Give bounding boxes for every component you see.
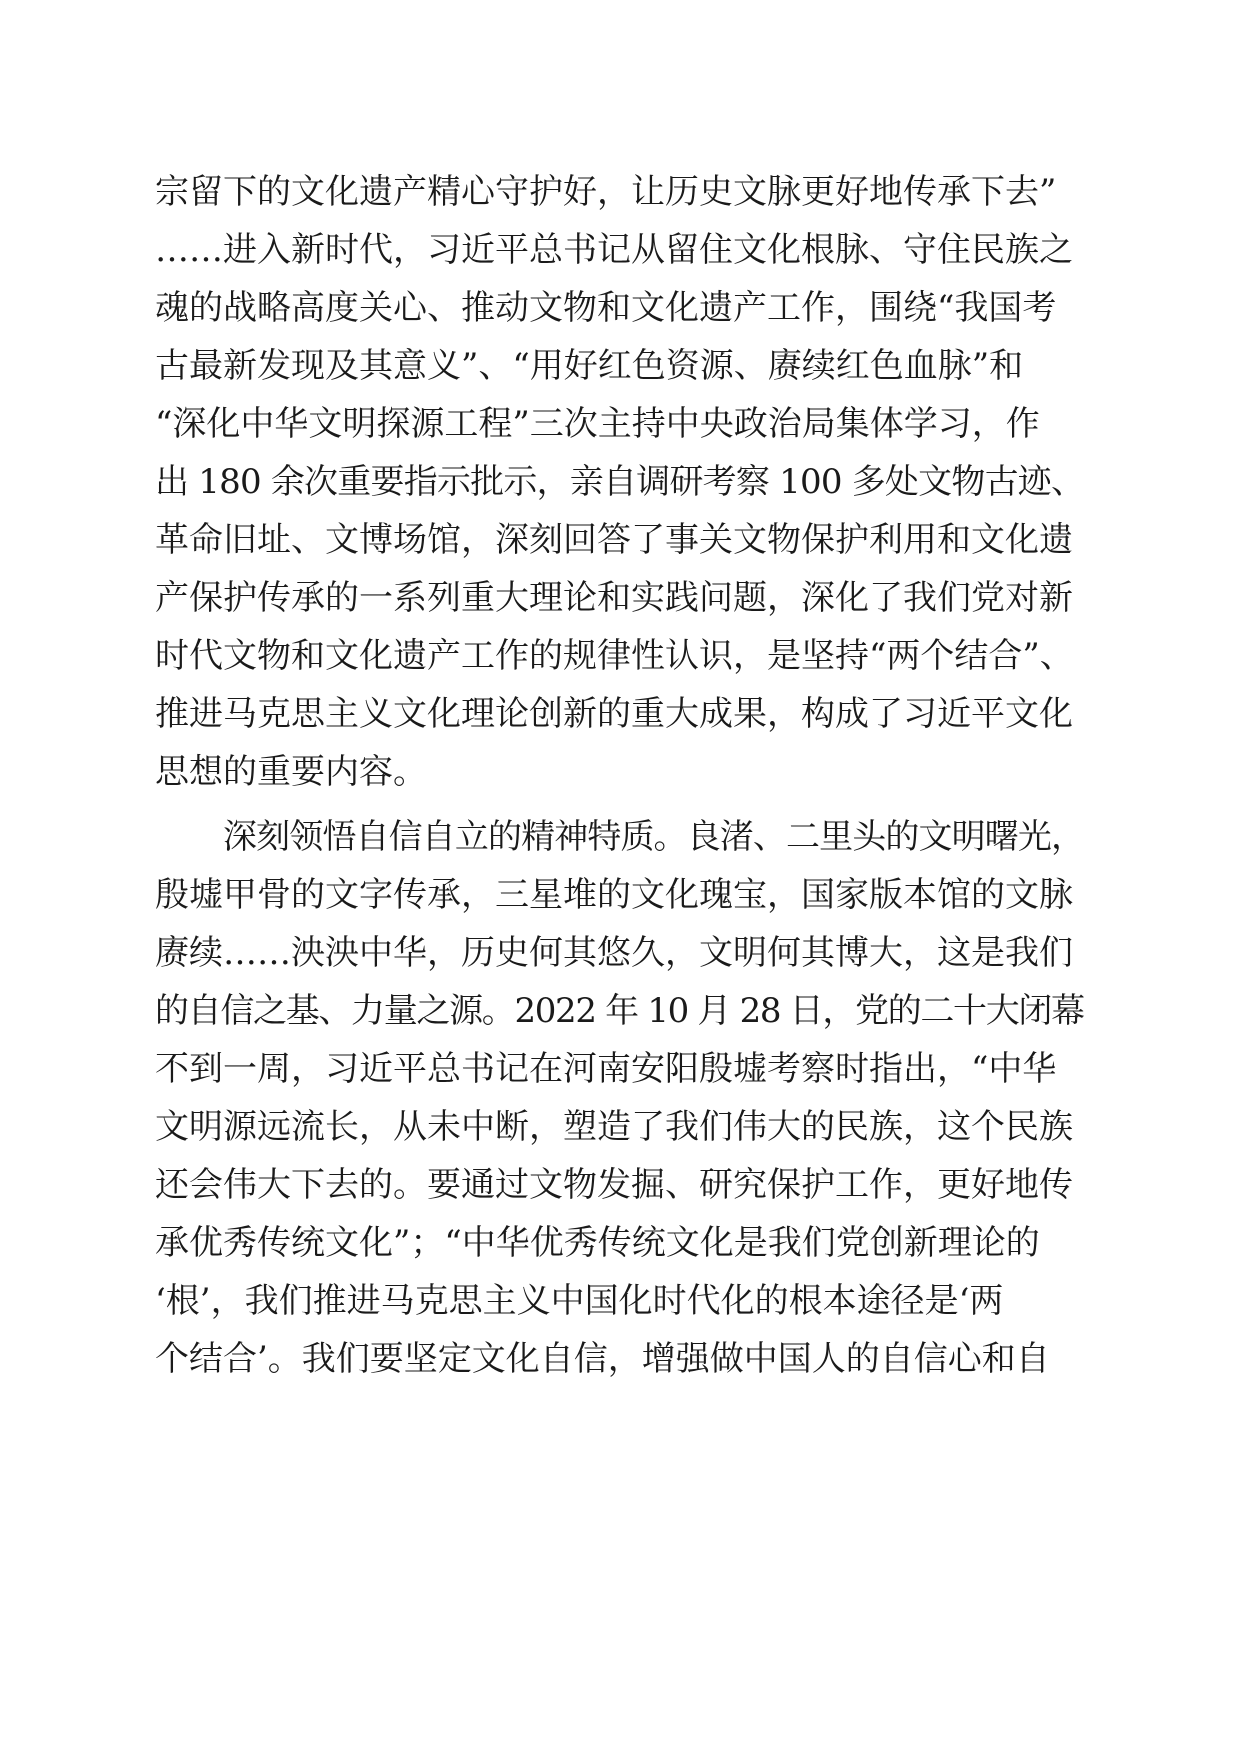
paragraph-line: 革命旧址、文博场馆，深刻回答了事关文物保护利用和文化遗 [155, 520, 1073, 560]
paragraph-heading-line: 深刻领悟自信自立的精神特质。良渚、二里头的文明曙光， [223, 817, 1085, 857]
paragraph-line: 产保护传承的一系列重大理论和实践问题，深化了我们党对新 [155, 578, 1073, 618]
paragraph-line: ……进入新时代，习近平总书记从留住文化根脉、守住民族之 [155, 230, 1073, 270]
paragraph-line: “深化中华文明探源工程”三次主持中央政治局集体学习，作 [155, 404, 1040, 444]
paragraph-line: 个结合’。我们要坚定文化自信，增强做中国人的自信心和自 [155, 1339, 1050, 1379]
paragraph-line: 魂的战略高度关心、推动文物和文化遗产工作，围绕“我国考 [155, 288, 1057, 328]
paragraph-line: 推进马克思主义文化理论创新的重大成果，构成了习近平文化 [155, 694, 1073, 734]
paragraph-line: 思想的重要内容。 [155, 752, 427, 792]
paragraph-line: 还会伟大下去的。要通过文物发掘、研究保护工作，更好地传 [155, 1165, 1073, 1205]
paragraph-line: 古最新发现及其意义”、“用好红色资源、赓续红色血脉”和 [155, 346, 1024, 386]
paragraph-line: 文明源远流长，从未中断，塑造了我们伟大的民族，这个民族 [155, 1107, 1073, 1147]
paragraph-line: 的自信之基、力量之源。2022 年 10 月 28 日，党的二十大闭幕 [155, 991, 1084, 1031]
paragraph-line: 出 180 余次重要指示批示，亲自调研考察 100 多处文物古迹、 [155, 462, 1085, 502]
paragraph-line: 时代文物和文化遗产工作的规律性认识，是坚持“两个结合”、 [155, 636, 1074, 676]
paragraph-line: 殷墟甲骨的文字传承，三星堆的文化瑰宝，国家版本馆的文脉 [155, 875, 1073, 915]
paragraph-line: 不到一周，习近平总书记在河南安阳殷墟考察时指出，“中华 [155, 1049, 1057, 1089]
paragraph-line: ‘根’，我们推进马克思主义中国化时代化的根本途径是‘两 [155, 1281, 1004, 1321]
paragraph-line: 承优秀传统文化”；“中华优秀传统文化是我们党创新理论的 [155, 1223, 1040, 1263]
paragraph-line: 宗留下的文化遗产精心守护好，让历史文脉更好地传承下去” [155, 172, 1057, 212]
paragraph-line: 赓续……泱泱中华，历史何其悠久，文明何其博大，这是我们 [155, 933, 1073, 973]
